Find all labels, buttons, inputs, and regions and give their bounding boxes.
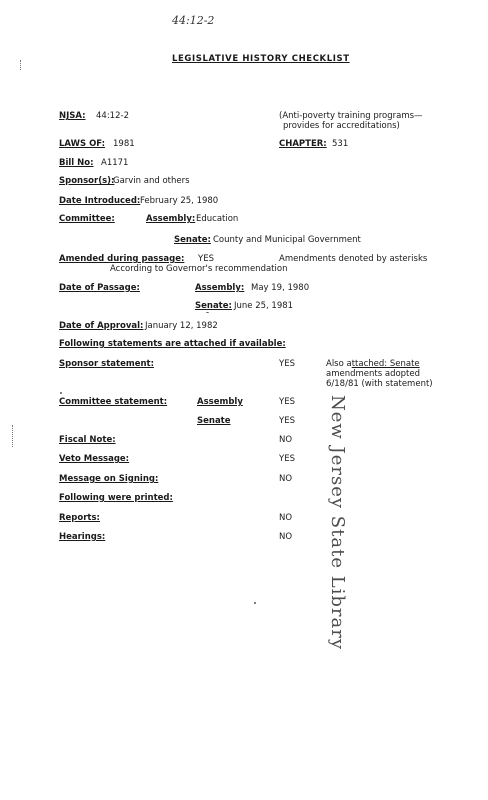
- fiscal-note-label: Fiscal Note:: [59, 435, 116, 445]
- passage-assembly-value: May 19, 1980: [251, 283, 310, 293]
- laws-of-label: LAWS OF:: [59, 139, 106, 149]
- amended-value: YES: [198, 254, 214, 264]
- hearings-value: NO: [279, 532, 293, 542]
- chapter-label: CHAPTER:: [279, 139, 327, 149]
- handwritten-number: 44:12-2: [172, 14, 215, 27]
- following-attached-heading: Following statements are attached if available:: [59, 339, 286, 349]
- reports-label: Reports:: [59, 513, 100, 523]
- njsa-label: NJSA:: [59, 111, 86, 121]
- sponsor-statement-value: YES: [279, 359, 295, 369]
- date-introduced-value: February 25, 1980: [140, 196, 219, 206]
- also-attached-line3: 6/18/81 (with statement): [326, 379, 433, 389]
- committee-senate-value: County and Municipal Government: [213, 235, 361, 245]
- approval-label: Date of Approval:: [59, 321, 144, 331]
- committee-statement-assembly-label: Assembly: [197, 397, 243, 407]
- description-line1: (Anti-poverty training programs—: [279, 111, 423, 121]
- laws-of-value: 1981: [113, 139, 135, 149]
- committee-statement-label: Committee statement:: [59, 397, 168, 407]
- veto-message-label: Veto Message:: [59, 454, 130, 464]
- passage-senate-value: June 25, 1981: [234, 301, 294, 311]
- scan-mark: [20, 60, 21, 70]
- committee-statement-senate-label: Senate: [197, 416, 231, 426]
- scan-speck: [206, 312, 209, 313]
- committee-label: Committee:: [59, 214, 115, 224]
- njsa-value: 44:12-2: [96, 111, 129, 121]
- amended-note2: According to Governor's recommendation: [110, 264, 288, 274]
- passage-senate-label: Senate:: [195, 301, 232, 311]
- also-attached-line2: amendments adopted: [326, 369, 421, 379]
- committee-statement-senate-value: YES: [279, 416, 295, 426]
- page-title: LEGISLATIVE HISTORY CHECKLIST: [172, 54, 350, 64]
- message-on-signing-value: NO: [279, 474, 293, 484]
- message-on-signing-label: Message on Signing:: [59, 474, 159, 484]
- scan-speck: [60, 392, 62, 394]
- reports-value: NO: [279, 513, 293, 523]
- committee-senate-label: Senate:: [174, 235, 211, 245]
- date-introduced-label: Date Introduced:: [59, 196, 141, 206]
- scan-mark: [12, 425, 13, 447]
- bill-no-value: A1171: [101, 158, 129, 168]
- amended-note: Amendments denoted by asterisks: [279, 254, 428, 264]
- fiscal-note-value: NO: [279, 435, 293, 445]
- sponsors-value: Garvin and others: [113, 176, 190, 186]
- committee-statement-assembly-value: YES: [279, 397, 295, 407]
- description-line2: provides for accreditations): [283, 121, 400, 131]
- veto-message-value: YES: [279, 454, 295, 464]
- library-stamp: New Jersey State Library: [327, 395, 348, 651]
- amended-label: Amended during passage:: [59, 254, 185, 264]
- hearings-label: Hearings:: [59, 532, 106, 542]
- sponsor-statement-label: Sponsor statement:: [59, 359, 154, 369]
- passage-label: Date of Passage:: [59, 283, 140, 293]
- also-attached-line1: Also attached: Senate: [326, 359, 420, 369]
- approval-value: January 12, 1982: [145, 321, 218, 331]
- chapter-value: 531: [332, 139, 349, 149]
- sponsors-label: Sponsor(s):: [59, 176, 115, 186]
- committee-assembly-value: Education: [196, 214, 239, 224]
- committee-assembly-label: Assembly:: [146, 214, 196, 224]
- bill-no-label: Bill No:: [59, 158, 94, 168]
- following-printed-heading: Following were printed:: [59, 493, 173, 503]
- passage-assembly-label: Assembly:: [195, 283, 245, 293]
- scan-speck: [254, 602, 256, 604]
